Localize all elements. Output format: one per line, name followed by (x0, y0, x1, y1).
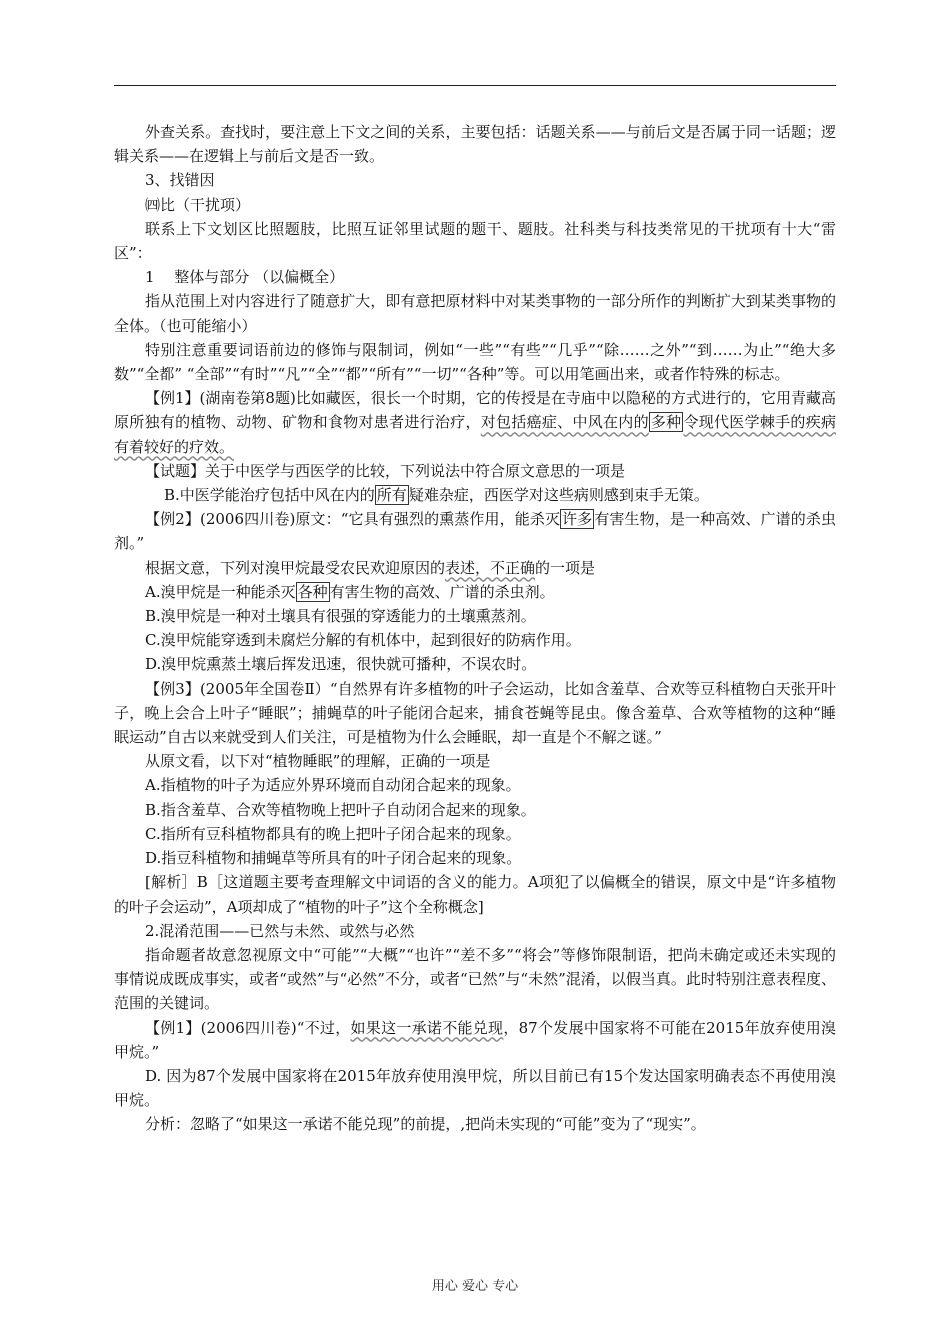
option-b: B.溴甲烷是一种对土壤具有很强的穿透能力的土壤熏蒸剂。 (145, 607, 536, 626)
text-run: 【例1】(2006四川卷)“不过， (145, 1018, 351, 1037)
text-run: B.中医学能治疗包括中风在内的 (164, 486, 375, 505)
underlined-text: 如果这一承诺不能兑现 (350, 1018, 504, 1037)
question-stem (114, 556, 836, 580)
document-body (114, 120, 836, 1137)
paragraph: 指命题者故意忽视原文中“可能”“大概”“也许”“差不多”“将会”等修饰限制语，把尚未确定或还未实现的事情说成既成事实，或者“或然”与“必然”不分，或者“已然”与“未然”混淆，以假当真。此时特别注意表程度、范围的关键词。 (114, 945, 836, 1013)
example-paragraph: 【例3】(2005年全国卷Ⅱ）“自然界有许多植物的叶子会运动，比如含羞草、合欢等豆科植物白天张开叶子，晚上会合上叶子“睡眠”；捕蝇草的叶子能闭合起来，捕食苍蝇等昆虫。像含羞草、合欢等植物的这种“睡眠运动”自古以来就受到人们关注，可是植物为什么会睡眠，却一直是个不解之谜。” (114, 679, 836, 747)
option-a: A.指植物的叶子为适应外界环境而自动闭合起来的现象。 (145, 776, 521, 795)
text-run: 疑难杂症，西医学对这些病则感到束手无策。 (408, 486, 709, 505)
underlined-text: 令现代医学棘手的疾病有着较好的疗效。 (114, 413, 836, 456)
boxed-keyword: 各种 (297, 582, 328, 601)
option-c: C.指所有豆科植物都具有的晚上把叶子闭合起来的现象。 (145, 824, 521, 843)
text-run: 有害生物的高效、广谱的杀虫剂。 (329, 582, 555, 601)
paragraph: 指从范围上对内容进行了随意扩大，即有意把原材料中对某类事物的一部分所作的判断扩大到某类事物的全体。（也可能缩小） (114, 292, 836, 335)
example-paragraph (114, 507, 836, 555)
option-c: C.溴甲烷能穿透到未腐烂分解的有机体中，起到很好的防病作用。 (145, 631, 581, 650)
option-d: D. 因为87个发展中国家将在2015年放弃使用溴甲烷，所以目前已有15个发达国家明确表态不再使用溴甲烷。 (114, 1066, 836, 1110)
underlined-text: 对包括癌症、中风在内的 (480, 413, 649, 432)
analysis-paragraph: 分析：忽略了“如果这一承诺不能兑现”的前提，,把尚未实现的“可能”变为了“现实”。 (145, 1115, 706, 1134)
option-b (114, 483, 836, 507)
option-d: D.指豆科植物和捕蝇草等所具有的叶子闭合起来的现象。 (145, 849, 522, 868)
paragraph: 外查关系。查找时，要注意上下文之间的关系，主要包括：话题关系——与前后文是否属于同一话题；逻辑关系——在逻辑上与前后文是否一致。 (114, 123, 836, 166)
text-run: A.溴甲烷是一种能杀灭 (145, 582, 296, 601)
option-d: D.溴甲烷熏蒸土壤后挥发迅速，很快就可播种，不误农时。 (145, 655, 537, 674)
subsection-heading: 1 整体与部分 （以偏概全） (145, 268, 345, 287)
text-run: 【例2】(2006四川卷)原文：“它具有强烈的熏蒸作用，能杀灭 (145, 510, 561, 529)
analysis-paragraph: [解析］B［这道题主要考查理解文中词语的含义的能力。A项犯了以偏概全的错误，原文中是“许多植物的叶子会运动”，A项却成了“植物的叶子”这个全称概念] (114, 873, 836, 916)
text-run: 的一项是 (535, 558, 596, 577)
subsection-heading: ㈣比（干扰项） (145, 195, 251, 214)
text-run: 有害生物，是一种高效、广谱的杀虫剂。” (114, 510, 836, 553)
subsection-heading: 2.混淆范围——已然与未然、或然与必然 (145, 921, 415, 940)
section-heading: 3、找错因 (145, 171, 215, 190)
option-b: B.指含羞草、合欢等植物晚上把叶子自动闭合起来的现象。 (145, 800, 536, 819)
text-run: 【例1】(湖南卷第8题)比如藏医，很长一个时期，它的传授是在寺庙中以隐秘的方式进行的，它用青藏高原所独有的植物、动物、矿物和食物对患者进行治疗， (114, 389, 836, 432)
boxed-keyword: 所有 (376, 486, 407, 505)
text-run: ，87个发展中国家将不可能在2015年放弃使用溴甲烷。” (114, 1018, 836, 1061)
boxed-keyword: 许多 (562, 510, 593, 529)
question-stem: 【试题】关于中医学与西医学的比较，下列说法中符合原文意思的一项是 (145, 461, 626, 480)
header-rule (114, 85, 836, 86)
example-paragraph (114, 1016, 836, 1064)
text-run: 根据文意，下列对溴甲烷最受农民欢迎原因的 (145, 558, 446, 577)
page-footer: 用心 爱心 专心 (431, 1279, 519, 1294)
boxed-keyword: 多种 (650, 413, 682, 432)
paragraph: 特别注意重要词语前边的修饰与限制词，例如“一些”“有些”“几乎”“除……之外”“到……为止”“绝大多数”“全都” “全部”“有时”“凡”“全”“都”“所有”“一切”“各种”等。可以用笔画出来，或者作特殊的标志。 (114, 340, 836, 384)
example-paragraph (114, 386, 836, 459)
paragraph: 联系上下文划区比照题肢，比照互证邻里试题的题干、题肢。社科类与科技类常见的干扰项有十大“雷区”： (114, 219, 836, 263)
underlined-text: 表述，不正确 (445, 558, 536, 577)
question-stem: 从原文看，以下对“植物睡眠”的理解，正确的一项是 (145, 752, 491, 771)
option-a (114, 580, 836, 604)
